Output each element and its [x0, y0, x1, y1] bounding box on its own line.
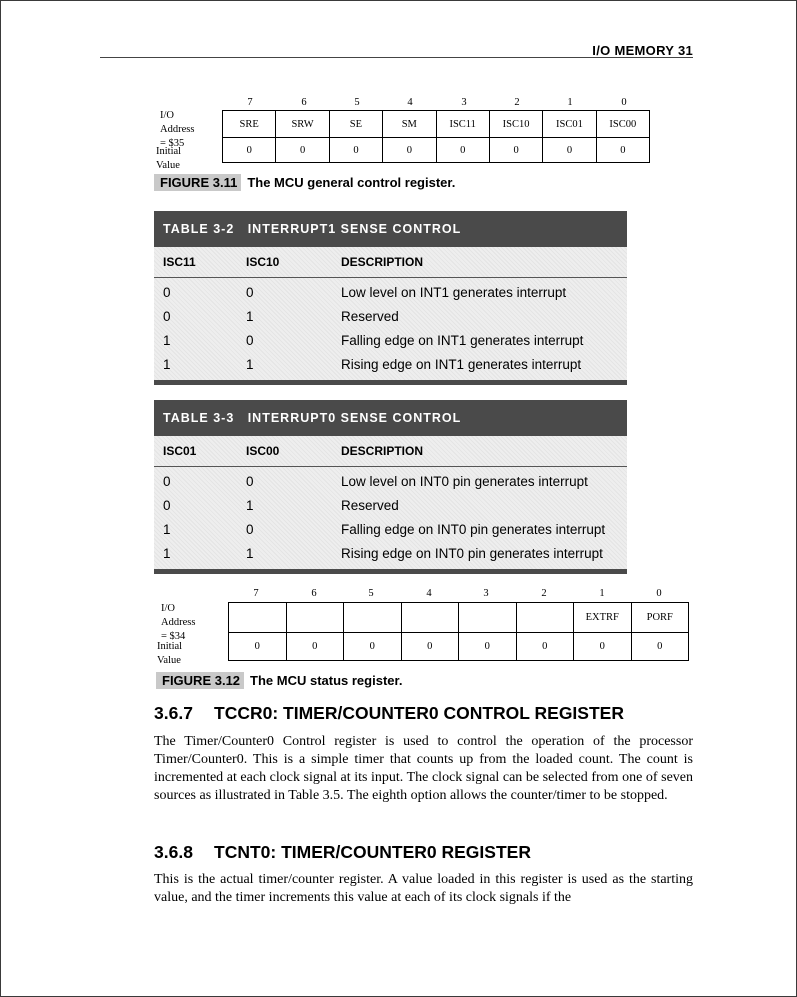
initial-value-cell: 0 [344, 633, 402, 661]
section-heading [154, 842, 531, 863]
table-cell: 1 [246, 309, 254, 324]
bit-cell: SE [329, 111, 382, 138]
initial-value-cell: 0 [459, 633, 517, 661]
section-heading [154, 703, 624, 724]
initial-value-cell: 0 [329, 138, 382, 163]
initial-value-cell: 0 [223, 138, 276, 163]
initial-value-cell: 0 [574, 633, 632, 661]
initial-value-cell: 0 [276, 138, 329, 163]
initial-value-cell: 0 [383, 138, 436, 163]
bit-number: 3 [461, 97, 467, 108]
column-header: DESCRIPTION [341, 255, 424, 269]
column-header: DESCRIPTION [341, 444, 424, 458]
mcusr-bit-table [228, 602, 689, 661]
bit-cell [459, 603, 517, 633]
table-column-headers [154, 436, 627, 467]
figure-caption-text: The MCU status register. [250, 673, 403, 688]
table-cell: Rising edge on INT1 generates interrupt [341, 357, 582, 372]
table-cell: 1 [163, 522, 171, 537]
bit-cell: SRW [276, 111, 329, 138]
bit-number: 6 [301, 97, 307, 108]
table-interrupt0-sense-control [154, 400, 627, 574]
bit-cell [401, 603, 459, 633]
bit-cell: EXTRF [574, 603, 632, 633]
table-bottom-rule [154, 380, 627, 385]
initial-value-cell: 0 [516, 633, 574, 661]
bit-number: 7 [253, 588, 259, 599]
table-cell: 1 [246, 357, 254, 372]
initial-value-cell: 0 [401, 633, 459, 661]
table-cell: 1 [163, 333, 171, 348]
bit-number: 1 [567, 97, 573, 108]
table-cell: Reserved [341, 309, 399, 324]
bit-number: 5 [354, 97, 360, 108]
column-header: ISC11 [163, 255, 196, 269]
bit-number: 1 [599, 588, 605, 599]
bit-cell [344, 603, 402, 633]
io-address-label [161, 602, 195, 644]
table-row [154, 542, 627, 566]
figure-number: FIGURE 3.12 [156, 672, 244, 689]
table-rows [154, 278, 627, 380]
initial-value-cell: 0 [631, 633, 689, 661]
table-row [154, 353, 627, 377]
bit-number: 2 [541, 588, 547, 599]
bit-number: 6 [311, 588, 317, 599]
io-address-line: I/O Address [161, 603, 196, 628]
table-cell: 1 [163, 357, 171, 372]
figure-caption [154, 175, 455, 190]
io-address-line: I/O Address [160, 110, 195, 135]
header-rule [100, 57, 693, 58]
bit-cell: SRE [223, 111, 276, 138]
table-rows [154, 467, 627, 569]
table-cell: 0 [246, 522, 254, 537]
table-cell: Low level on INT0 pin generates interrupt [341, 474, 588, 489]
table-cell: 0 [163, 309, 171, 324]
table-cell: Falling edge on INT0 pin generates interrupt [341, 522, 606, 537]
figure-caption [156, 673, 402, 688]
table-interrupt1-sense-control [154, 211, 627, 385]
table-body [154, 247, 627, 380]
column-header: ISC00 [246, 444, 280, 458]
table-cell: Rising edge on INT0 pin generates interrupt [341, 546, 603, 561]
io-address-value: = $34 [161, 631, 186, 642]
table-bottom-rule [154, 569, 627, 574]
table-cell: 1 [246, 546, 254, 561]
initial-value-cell: 0 [489, 138, 542, 163]
bit-number: 0 [621, 97, 627, 108]
body-paragraph: This is the actual timer/counter register. A value loaded in this register is used as the starting value, and the timer increments this value at each of its clock signals if the [154, 872, 693, 905]
table-cell: 0 [246, 474, 254, 489]
table-cell: Reserved [341, 498, 399, 513]
column-header: ISC01 [163, 444, 197, 458]
column-header: ISC10 [246, 255, 280, 269]
initial-value-cell: 0 [596, 138, 649, 163]
running-header: I/O MEMORY 31 [592, 43, 693, 58]
bit-cell: SM [383, 111, 436, 138]
table-row [154, 470, 627, 494]
section-number: 3.6.7 [154, 703, 193, 723]
table-row [154, 518, 627, 542]
bit-number: 0 [656, 588, 662, 599]
table-cell: 1 [246, 498, 254, 513]
table-row [154, 329, 627, 353]
table-cell: 1 [163, 546, 171, 561]
section-title: TCNT0: TIMER/COUNTER0 REGISTER [214, 842, 531, 862]
bit-cell: ISC00 [596, 111, 649, 138]
initial-value-label: Initial Value [156, 146, 182, 171]
bit-number: 4 [407, 97, 413, 108]
bit-number: 4 [426, 588, 432, 599]
table-cell: 0 [163, 285, 171, 300]
table-cell: 0 [246, 285, 254, 300]
bit-cell: ISC11 [436, 111, 489, 138]
section-number: 3.6.8 [154, 842, 193, 862]
table-cell: 0 [163, 498, 171, 513]
table-row [154, 494, 627, 518]
bit-cell [286, 603, 344, 633]
io-address-value: = $35 [160, 138, 185, 149]
bit-number: 5 [368, 588, 374, 599]
table-title: TABLE 3-2 INTERRUPT1 SENSE CONTROL [154, 211, 627, 247]
table-title: TABLE 3-3 INTERRUPT0 SENSE CONTROL [154, 400, 627, 436]
bit-cell [229, 603, 287, 633]
mcucr-bit-table [222, 110, 650, 163]
bit-cell [516, 603, 574, 633]
table-cell: 0 [163, 474, 171, 489]
initial-value-cell: 0 [286, 633, 344, 661]
table-body [154, 436, 627, 569]
table-cell: Falling edge on INT1 generates interrupt [341, 333, 584, 348]
table-cell: 0 [246, 333, 254, 348]
initial-value-cell: 0 [543, 138, 596, 163]
table-row [154, 305, 627, 329]
bit-cell: PORF [631, 603, 689, 633]
bit-number: 7 [247, 97, 253, 108]
figure-number: FIGURE 3.11 [154, 174, 241, 191]
bit-number: 2 [514, 97, 520, 108]
bit-cell: ISC01 [543, 111, 596, 138]
body-paragraph: The Timer/Counter0 Control register is used to control the operation of the processor Timer/Counter0. This is a simple timer that counts up from the loaded count. The count is incremented at each clock signal at its input. The clock signal can be selected from one of seven sources as illustrated in Table 3.5. The eighth option allows the counter/timer to be stopped. [154, 734, 693, 803]
section-title: TCCR0: TIMER/COUNTER0 CONTROL REGISTER [214, 703, 624, 723]
bit-cell: ISC10 [489, 111, 542, 138]
bit-number: 3 [483, 588, 489, 599]
table-column-headers [154, 247, 627, 278]
initial-value-cell: 0 [436, 138, 489, 163]
figure-caption-text: The MCU general control register. [247, 175, 456, 190]
initial-value-cell: 0 [229, 633, 287, 661]
table-cell: Low level on INT1 generates interrupt [341, 285, 567, 300]
initial-value-label: Initial Value [157, 641, 183, 666]
table-row [154, 281, 627, 305]
